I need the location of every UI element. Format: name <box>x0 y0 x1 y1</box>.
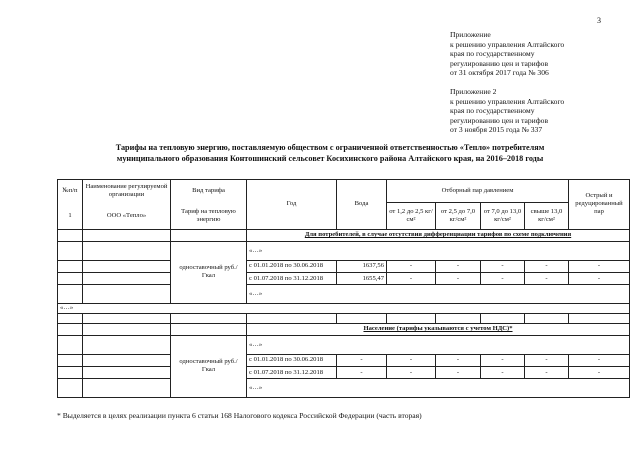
title-line-1: Тарифы на тепловую энергию, поставляемую обществом с ограниченной ответственностью «Тепло» потребителям <box>115 143 545 152</box>
header-steam-2: от 2,5 до 7,0 кг/см² <box>436 203 481 230</box>
row1-org: ООО «Тепло» <box>83 203 171 230</box>
water-value: 1655,47 <box>337 272 387 284</box>
empty-cell <box>58 379 83 398</box>
header-steam-4: свыше 13,0 кг/см² <box>525 203 569 230</box>
steam-2-value: - <box>436 260 481 272</box>
header-water: Вода <box>337 180 387 230</box>
steam-2-value: - <box>436 366 481 378</box>
document-title <box>40 143 620 164</box>
section-2-title: Население (тарифы указываются с учетом НДС)* <box>247 323 630 335</box>
steam-1-value: - <box>387 354 436 366</box>
footnote: * Выделяется в целях реализации пункта 6 статьи 168 Налогового кодекса Российской Федерации (часть вторая) <box>57 411 422 420</box>
table-row <box>58 354 630 366</box>
section-2-ellipsis-top: «…» <box>247 335 630 354</box>
appendix-2-block <box>450 87 635 135</box>
appendix-1-line: регулированию цен и тарифов <box>450 58 549 68</box>
empty-cell <box>83 285 171 304</box>
empty-cell <box>83 272 171 284</box>
tariff-table <box>57 179 630 398</box>
section-2-ellipsis-bottom: «…» <box>247 379 630 398</box>
period-cell: с 01.07.2018 по 31.12.2018 <box>247 272 337 284</box>
header-steam-3: от 7,0 до 13,0 кг/см² <box>481 203 525 230</box>
empty-cell <box>83 229 171 241</box>
section-1-tariff-label: одноставочный руб./Гкал <box>171 241 247 303</box>
empty-cell <box>58 272 83 284</box>
appendix-2-date: от 3 ноября 2015 года № 337 <box>450 125 543 135</box>
period-cell: с 01.01.2018 по 30.06.2018 <box>247 260 337 272</box>
appendix-1-block <box>450 30 635 78</box>
empty-cell <box>58 366 83 378</box>
appendix-1-line: края по государственному <box>450 49 535 59</box>
empty-cell <box>171 229 247 241</box>
empty-cell <box>83 354 171 366</box>
sharp-steam-value: - <box>569 354 630 366</box>
table-row <box>58 272 630 284</box>
empty-cell <box>83 379 171 398</box>
title-line-2: муниципального образования Контошинский сельсовет Косихинского района Алтайского края, на 2016–2018 годы <box>116 153 544 163</box>
appendix-1-line: к решению управления Алтайского <box>450 39 565 49</box>
appendix-1-heading: Приложение <box>450 30 491 39</box>
empty-cell <box>83 241 171 260</box>
steam-3-value: - <box>481 366 525 378</box>
row1-tariff-type: Тариф на тепловую энергию <box>171 203 247 230</box>
steam-1-value: - <box>387 272 436 284</box>
steam-4-value: - <box>525 354 569 366</box>
sharp-steam-value: - <box>569 366 630 378</box>
empty-cell <box>83 335 171 354</box>
empty-cell <box>83 313 171 323</box>
steam-1-value: - <box>387 366 436 378</box>
page-number: 3 <box>597 16 601 25</box>
empty-cell <box>58 241 83 260</box>
empty-cell <box>58 313 83 323</box>
water-value: - <box>337 366 387 378</box>
period-cell: с 01.01.2018 по 30.06.2018 <box>247 354 337 366</box>
water-value: 1637,56 <box>337 260 387 272</box>
section-1-title: Для потребителей, в случае отсутствия дифференциации тарифов по схеме подключения <box>247 229 630 241</box>
empty-cell <box>436 313 481 323</box>
sharp-steam-value: - <box>569 272 630 284</box>
steam-3-value: - <box>481 272 525 284</box>
steam-3-value: - <box>481 354 525 366</box>
appendix-2-line: к решению управления Алтайского <box>450 96 565 106</box>
header-org: Наименование регулируемой организации <box>83 180 171 203</box>
steam-4-value: - <box>525 272 569 284</box>
steam-4-value: - <box>525 260 569 272</box>
empty-cell <box>569 313 630 323</box>
header-tariff-type: Вид тарифа <box>171 180 247 203</box>
steam-4-value: - <box>525 366 569 378</box>
empty-cell <box>247 313 337 323</box>
appendix-2-heading: Приложение 2 <box>450 87 497 96</box>
water-value: - <box>337 354 387 366</box>
header-sharp-steam: Острый и редуцированный пар <box>569 180 630 230</box>
appendix-2-line: регулированию цен и тарифов <box>450 115 549 125</box>
empty-cell <box>83 260 171 272</box>
empty-cell <box>58 285 83 304</box>
steam-1-value: - <box>387 260 436 272</box>
header-num: №п/п <box>58 180 83 203</box>
mid-ellipsis: «…» <box>58 303 630 313</box>
table-row <box>58 366 630 378</box>
empty-cell <box>58 354 83 366</box>
header-steam-1: от 1,2 до 2,5 кг/см² <box>387 203 436 230</box>
empty-cell <box>58 260 83 272</box>
period-cell: с 01.07.2018 по 31.12.2018 <box>247 366 337 378</box>
steam-3-value: - <box>481 260 525 272</box>
appendix-2-line: края по государственному <box>450 106 535 116</box>
empty-cell <box>171 313 247 323</box>
empty-cell <box>481 313 525 323</box>
steam-2-value: - <box>436 272 481 284</box>
header-steam: Отборный пар давлением <box>387 180 569 203</box>
section-2-tariff-label: одноставочный руб./Гкал <box>171 335 247 397</box>
steam-2-value: - <box>436 354 481 366</box>
empty-cell <box>525 313 569 323</box>
table-row <box>58 260 630 272</box>
empty-cell <box>58 323 83 335</box>
empty-cell <box>337 313 387 323</box>
section-1-ellipsis-bottom: «…» <box>247 285 630 304</box>
empty-cell <box>58 229 83 241</box>
section-1-ellipsis-top: «…» <box>247 241 630 260</box>
empty-cell <box>83 366 171 378</box>
appendix-1-date: от 31 октября 2017 года № 306 <box>450 68 549 78</box>
empty-cell <box>58 335 83 354</box>
empty-cell <box>83 323 171 335</box>
empty-cell <box>387 313 436 323</box>
row1-num: 1 <box>58 203 83 230</box>
sharp-steam-value: - <box>569 260 630 272</box>
header-year: Год <box>247 180 337 230</box>
empty-cell <box>171 323 247 335</box>
